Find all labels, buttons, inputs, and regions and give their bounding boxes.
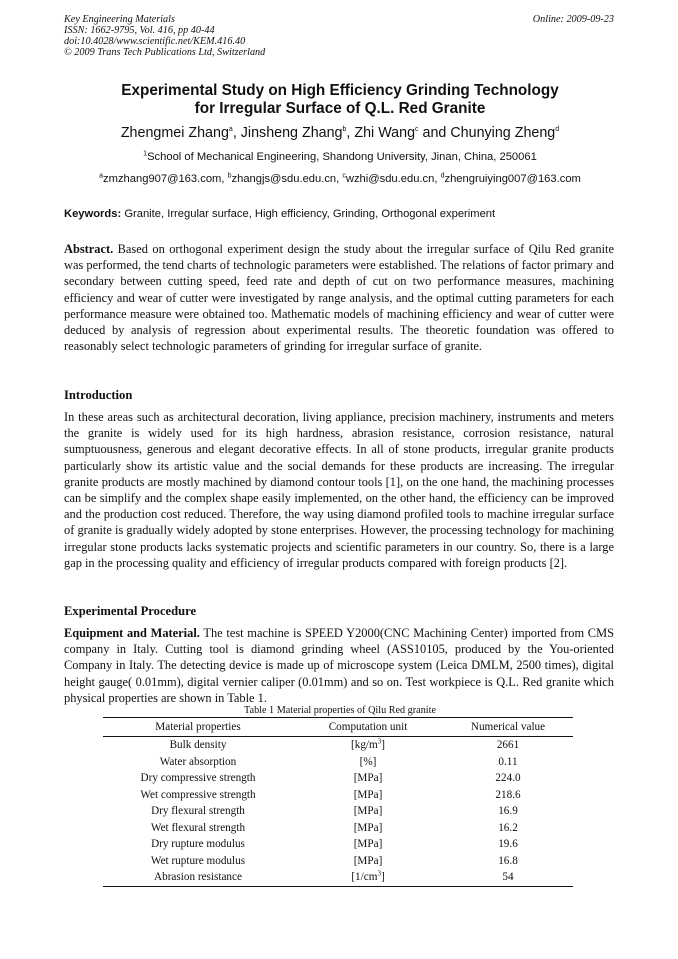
table-header-row — [103, 718, 573, 737]
table-row — [103, 820, 573, 837]
abstract-label: Abstract. — [64, 242, 114, 256]
table-row — [103, 787, 573, 804]
affiliation — [40, 150, 640, 164]
unit-cell: [MPa] — [353, 854, 383, 867]
property-cell: Dry compressive strength — [140, 772, 256, 785]
value-cell: 54 — [443, 869, 573, 886]
table-row — [103, 803, 573, 820]
abstract-text: Based on orthogonal experiment design the study about the irregular surface of Qilu Red granite was performed, the tend charts of technologic parameters were established. The relations of factor primary and secondary between cutting speed, feed rate and depth of cut on two performance measures, machining efficiency and wear of cutter were investigated by range analysis, and the optimal cutting parameters for each performance measure were obtained too. Mathematic models of machining efficiency and wear of cutter were deduced by analysis of regression about experimental results. The theoretic foundation was offered to reasonably select technologic parameters of grinding for irregular surface of granite. — [64, 242, 614, 354]
value-cell: 0.11 — [498, 755, 518, 768]
unit-cell: [MPa] — [353, 821, 383, 834]
introduction-text: In these areas such as architectural decoration, living appliance, precision machinery, instruments and meters the granite is widely used for its high hardness, abrasion resistance, corrosion resistance, natural sumptuousness, generous and elegant decorative effects. In all of stone products, irregular granite products particularly show its artistic value and the social demands for these products are increasing. The irregular granite products are mostly machined by diamond contour tools [1], on the one hand, the machining processes can be simplify and the complex shape easily implemented, on the other hand, the efficiency can be improved and the production cost reduced. Therefore, the way using diamond profiled tools to machine irregular surface of granite is gradually widely adopted by stone enterprises. However, the processing technology for machining irregular stone products lacks systematic projects and scientific parameters in our country. So, there is a large gap in the processing quality and efficiency of irregular products compared with foreign products [2]. — [64, 410, 614, 570]
email-sup: c — [342, 172, 346, 180]
email-sup: a — [99, 172, 104, 180]
author-sup: d — [555, 126, 560, 134]
value-cell: 19.6 — [498, 838, 518, 851]
email-link[interactable]: zhengruiying007@163.com — [444, 173, 581, 185]
table-caption: Table 1 Material properties of Qilu Red granite — [244, 705, 436, 716]
table-header-cell: Material properties — [103, 718, 293, 737]
table-header-cell: Numerical value — [443, 718, 573, 737]
author-name: Chunying Zheng — [450, 125, 556, 141]
unit-cell: [MPa] — [353, 772, 383, 785]
property-cell: Wet flexural strength — [150, 821, 246, 834]
author-sup: a — [228, 126, 233, 134]
introduction-heading: Introduction — [64, 388, 133, 402]
value-cell: 16.2 — [498, 821, 518, 834]
keywords-text: Granite, Irregular surface, High efficiency, Grinding, Orthogonal experiment — [124, 208, 496, 220]
unit-cell: $[1/cm^3]$ — [293, 869, 443, 886]
value-cell: 16.8 — [498, 854, 518, 867]
experimental-heading: Experimental Procedure — [64, 604, 197, 618]
author-name: Zhi Wang — [354, 125, 416, 141]
email-link[interactable]: zhangjs@sdu.edu.cn — [231, 173, 337, 185]
equipment-text: The test machine is SPEED Y2000(CNC Machining Center) imported from CMS company in Italy. Cutting tool is diamond grinding wheel (ASS10105, produced by the You-oriented Company in Italy. The detecting device is made up of microscope system (Leica DMLM, 2500 times), digital height gauge( 0.01mm), digital vernier caliper (0.01mm) and so on. Test workpiece is Q.L. Red granite which physical properties are shown in Table 1. — [64, 626, 614, 705]
keywords — [64, 207, 624, 221]
abstract — [64, 241, 614, 354]
material-properties-table — [103, 717, 573, 887]
value-cell: 224.0 — [495, 772, 521, 785]
table-row — [103, 869, 573, 886]
author-separator: , — [346, 125, 355, 141]
property-cell: Water absorption — [159, 755, 237, 768]
equipment-runin: Equipment and Material. — [64, 626, 200, 640]
email-list: $^a$zmzhang907@163.com, $^b$zhangjs@sdu.edu.cn, $^c$wzhi@sdu.edu.cn, $^d$zhengruiying007@163.com — [99, 172, 581, 185]
unit-cell: $[kg/m^3]$ — [351, 737, 385, 752]
value-cell: 2661 — [496, 739, 520, 752]
journal-doi: doi:10.4028/www.scientific.net/KEM.416.40 — [64, 36, 246, 47]
author-sup: b — [342, 126, 347, 134]
unit-cell: [MPa] — [353, 838, 383, 851]
property-cell: Dry flexural strength — [151, 805, 245, 818]
value-cell: 218.6 — [495, 788, 521, 801]
property-cell: Wet compressive strength — [140, 788, 256, 801]
author-list — [40, 124, 640, 142]
table-row — [103, 737, 573, 754]
table-row — [103, 836, 573, 853]
equipment-paragraph — [64, 625, 614, 706]
author-name: Jinsheng Zhang — [240, 125, 343, 141]
table-header-cell: Computation unit — [293, 718, 443, 737]
journal-issn: ISSN: 1662-9795, Vol. 416, pp 40-44 — [64, 25, 215, 36]
affiliation-text: School of Mechanical Engineering, Shandong University, Jinan, China, 250061 — [147, 151, 537, 163]
paper-title-line-1: Experimental Study on High Efficiency Grinding Technology — [121, 82, 559, 99]
unit-cell: [%] — [359, 755, 377, 768]
journal-name: Key Engineering Materials — [64, 14, 175, 25]
table-row — [103, 754, 573, 771]
paper-title-line-2: for Irregular Surface of Q.L. Red Granite — [194, 100, 486, 117]
online-date: Online: 2009-09-23 — [532, 14, 614, 25]
author-separator: , — [232, 125, 241, 141]
property-cell: Wet rupture modulus — [150, 854, 246, 867]
value-cell: 16.9 — [498, 805, 518, 818]
unit-cell: [MPa] — [353, 788, 383, 801]
email-sup: d — [440, 172, 445, 180]
email-link[interactable]: wzhi@sdu.edu.cn — [345, 173, 435, 185]
table-row — [103, 853, 573, 870]
email-link[interactable]: zmzhang907@163.com — [103, 173, 222, 185]
table-row — [103, 770, 573, 787]
author-separator: and — [418, 125, 451, 141]
property-cell: Bulk density — [169, 739, 227, 752]
keywords-label: Keywords: — [64, 208, 122, 220]
author-sup: c — [415, 126, 419, 134]
affiliation-sup: 1 — [143, 150, 148, 158]
email-sup: b — [227, 172, 232, 180]
property-cell: Abrasion resistance — [103, 869, 293, 886]
journal-header — [64, 14, 265, 58]
author-name: Zhengmei Zhang — [120, 125, 229, 141]
journal-copyright: © 2009 Trans Tech Publications Ltd, Switzerland — [64, 47, 266, 58]
property-cell: Dry rupture modulus — [151, 838, 245, 851]
paper-title — [60, 82, 620, 118]
unit-cell: [MPa] — [353, 805, 383, 818]
